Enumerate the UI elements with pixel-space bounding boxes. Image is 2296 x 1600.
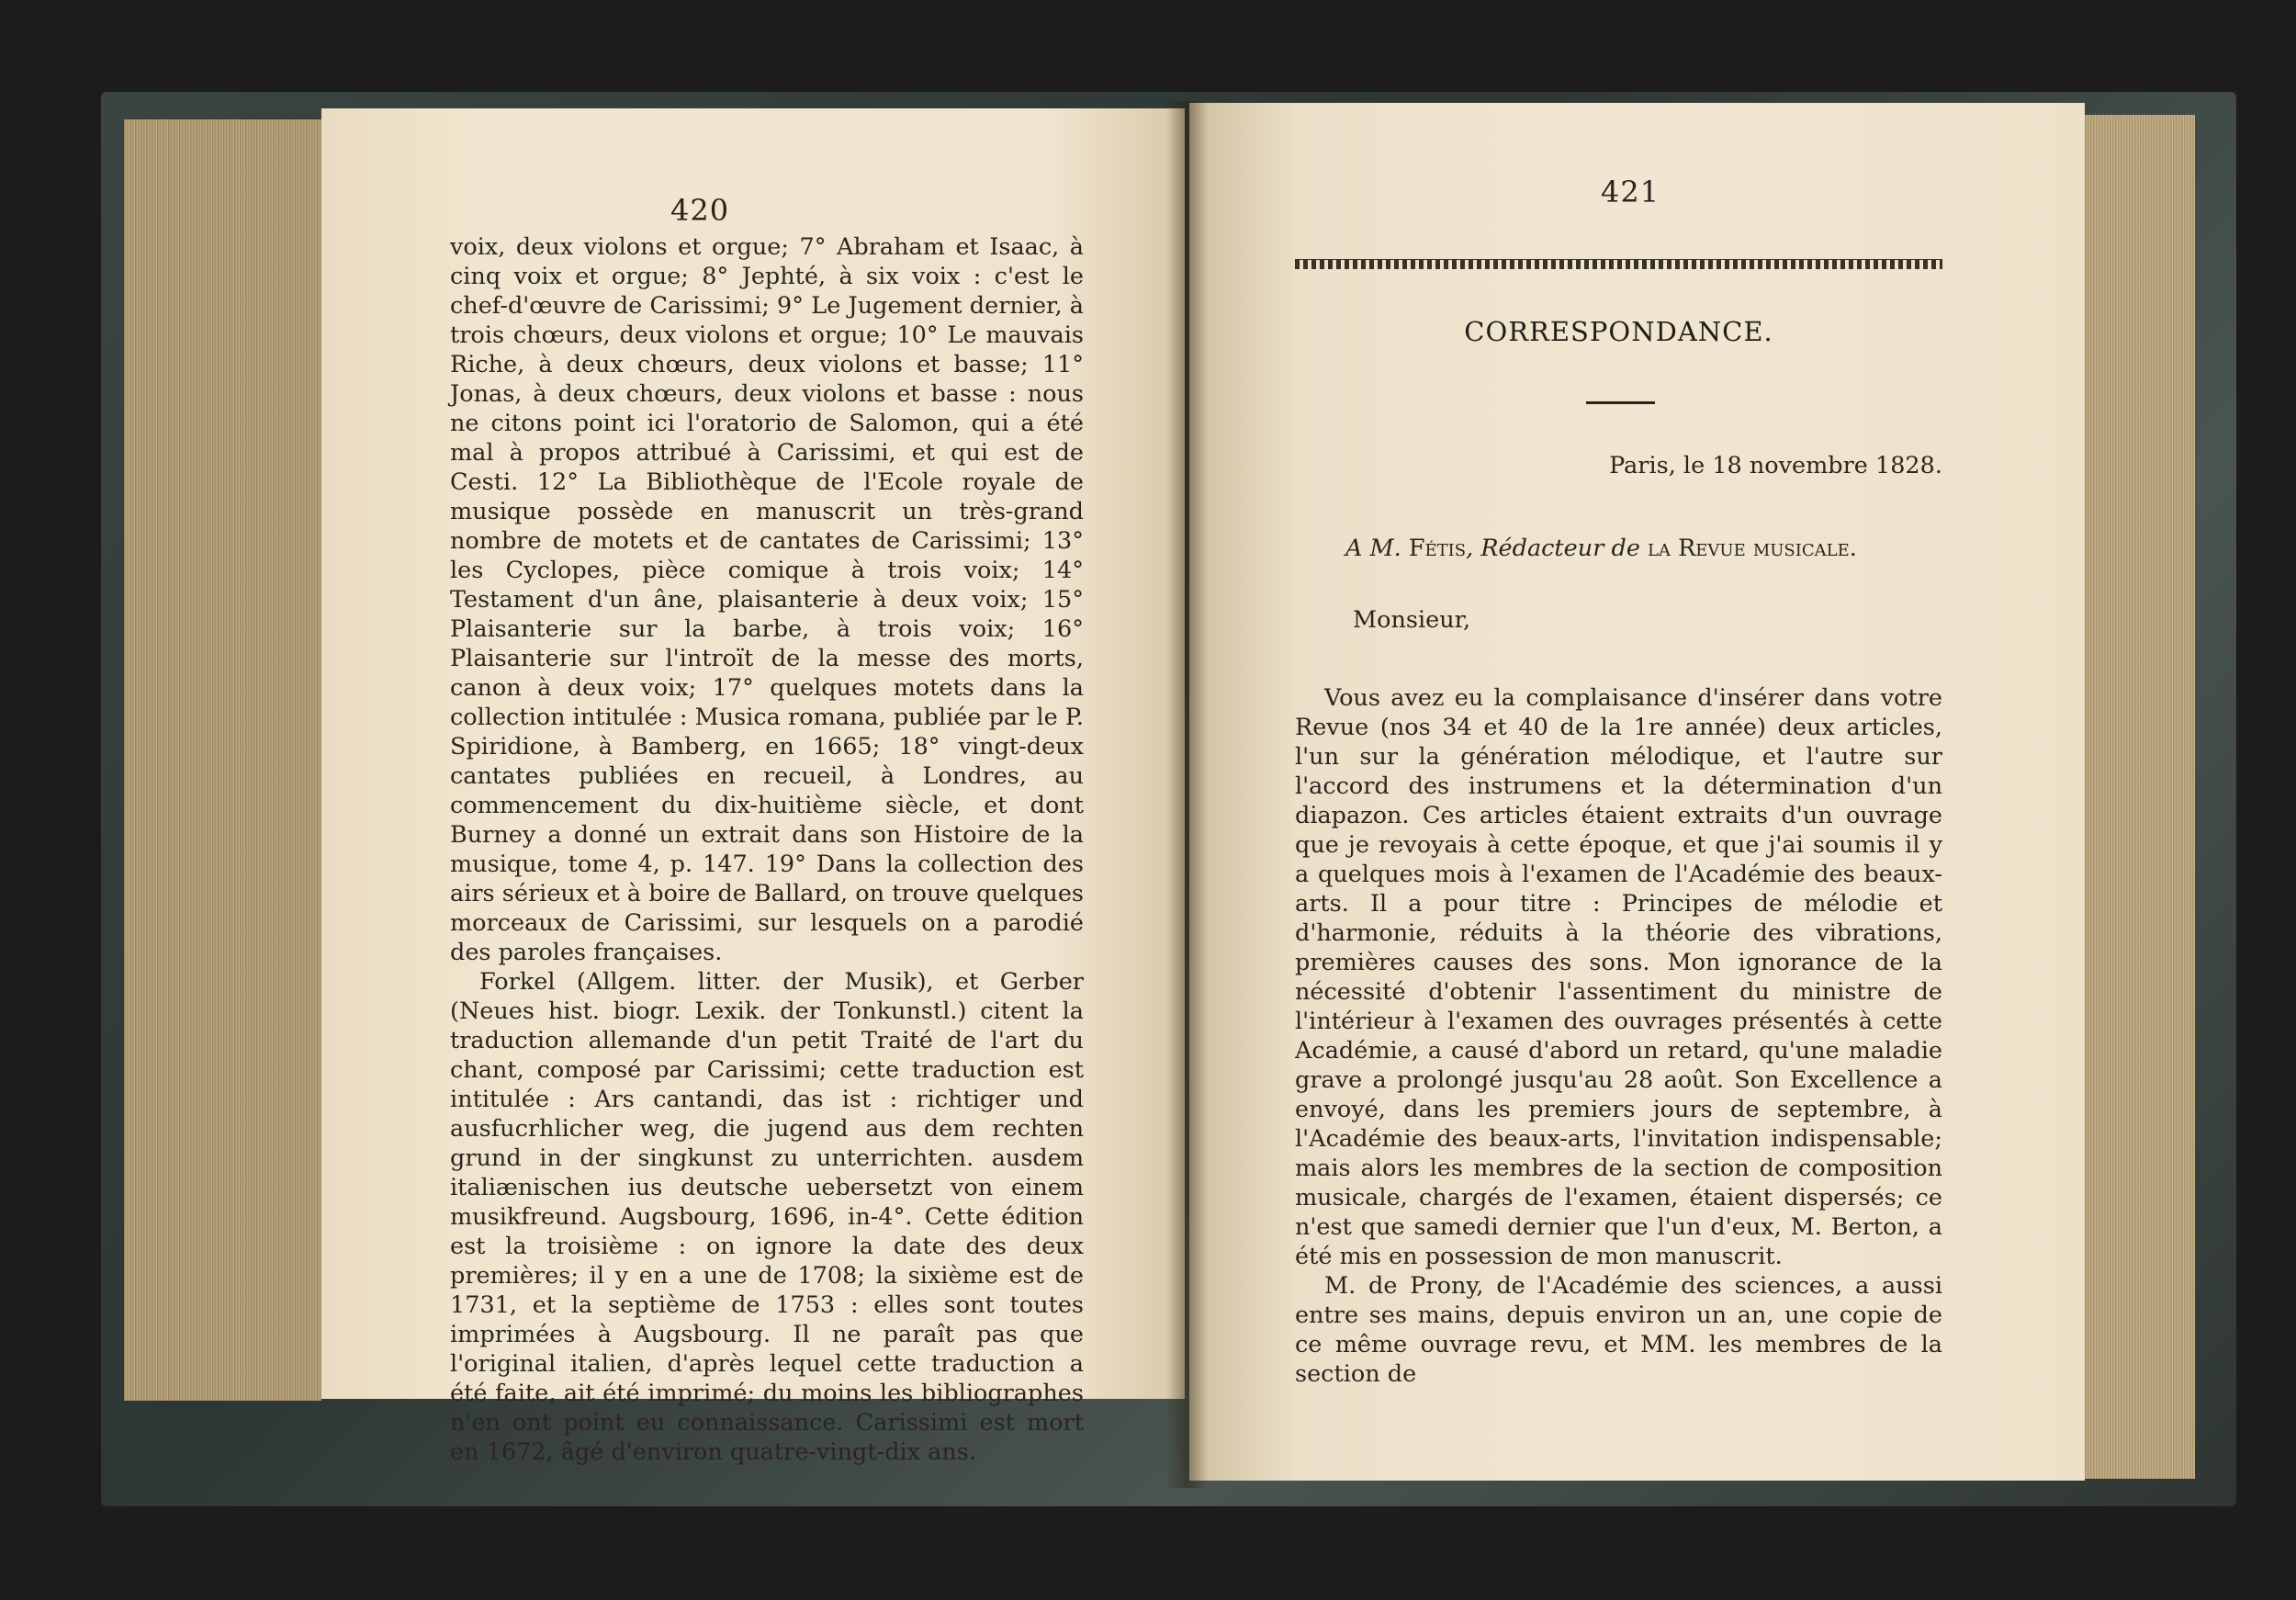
book-gutter — [1166, 101, 1208, 1488]
left-page — [321, 108, 1185, 1466]
right-page — [1189, 103, 2085, 1481]
address-name: Fétis — [1408, 535, 1467, 562]
section-heading: CORRESPONDANCE. — [1464, 316, 1773, 347]
address-journal: la Revue musicale. — [1648, 535, 1857, 562]
page-number-left: 420 — [670, 193, 730, 228]
letter-address — [1345, 535, 1942, 562]
left-page-text — [450, 232, 1084, 1467]
right-page-text — [1295, 683, 1942, 1389]
paragraph: Vous avez eu la complaisance d'insérer dans votre Revue (nos 34 et 40 de la 1re année) deux articles, l'un sur la génération mélodique, et l'autre sur l'accord des instrumens et la détermination d'un diapazon. Ces articles étaient extraits d'un ouvrage que je revoyais à cette époque, et que j'ai soumis il y a quelques mois à l'examen de l'Académie des beaux-arts. Il a pour titre : Principes de mélodie et d'harmonie, réduits à la théorie des vibrations, premières causes des sons. Mon ignorance de la nécessité d'obtenir l'assentiment du ministre de l'intérieur à l'examen des ouvrages présentés à cette Académie, a causé d'abord un retard, qu'une maladie grave a prolongé jusqu'au 28 août. Son Excellence a envoyé, dans les premiers jours de septembre, à l'Académie des beaux-arts, l'invitation indispensable; mais alors les membres de la section de composition musicale, chargés de l'examen, étaient dispersés; ce n'est que samedi dernier que l'un d'eux, M. Berton, a été mis en possession de mon manuscrit. — [1295, 684, 1942, 1270]
page-edges-right — [2085, 115, 2195, 1479]
paragraph: Forkel (Allgem. litter. der Musik), et Gerber (Neues hist. biogr. Lexik. der Tonkunstl.) citent la traduction allemande d'un petit Traité de l'art du chant, composé par Carissimi; cette traduction est intitulée : Ars cantandi, das ist : richtiger und ausfucrhlicher weg, die jugend aus dem rechten grund in der singkunst zu unterrichten. ausdem italiænischen ius deutsche uebersetzt von einem musikfreund. Augsbourg, 1696, in-4°. Cette édition est la troisième : on ignore la date des deux premières; il y en a une de 1708; la sixième est de 1731, et la septième de 1753 : elles sont toutes imprimées à Augsbourg. Il ne paraît pas que l'original italien, d'après lequel cette traduction a été faite, ait été imprimé; du moins les bibliographes n'en ont point eu connaissance. Carissimi est mort en 1672, âgé d'environ quatre-vingt-dix ans. — [450, 968, 1084, 1466]
paragraph: voix, deux violons et orgue; 7° Abraham et Isaac, à cinq voix et orgue; 8° Jephté, à six voix : c'est le chef-d'œuvre de Carissimi; 9° Le Jugement dernier, à trois chœurs, deux violons et orgue; 10° Le mauvais Riche, à deux chœurs, deux violons et basse; 11° Jonas, à deux chœurs, deux violons et basse : nous ne citons point ici l'oratorio de Salomon, qui a été mal à propos attribué à Carissimi, et qui est de Cesti. 12° La Bibliothèque de l'Ecole royale de musique possède en manuscrit un très-grand nombre de motets et de cantates de Carissimi; 13° les Cyclopes, pièce comique à trois voix; 14° Testament d'un âne, plaisanterie à deux voix; 15° Plaisanterie sur la barbe, à trois voix; 16° Plaisanterie sur l'introït de la messe des morts, canon à deux voix; 17° quelques motets dans la collection intitulée : Musica romana, publiée par le P. Spiridione, à Bamberg, en 1665; 18° vingt-deux cantates publiées en recueil, à Londres, au commencement du dix-huitième siècle, et dont Burney a donné un extrait dans son Histoire de la musique, tome 4, p. 147. 19° Dans la collection des airs sérieux et à boire de Ballard, on trouve quelques morceaux de Carissimi, sur lesquels on a parodié des paroles françaises. — [450, 233, 1084, 966]
salutation: Monsieur, — [1353, 606, 1471, 634]
page-edges-left — [124, 119, 321, 1401]
ornamental-divider — [1295, 259, 1942, 269]
address-middle: , Rédacteur de — [1466, 535, 1649, 562]
address-prefix: A M. — [1345, 535, 1409, 562]
heading-rule — [1586, 401, 1655, 404]
paragraph: M. de Prony, de l'Académie des sciences, a aussi entre ses mains, depuis environ un an, une copie de ce même ouvrage revu, et MM. les membres de la section de — [1295, 1272, 1942, 1388]
dateline: Paris, le 18 novembre 1828. — [1609, 452, 1942, 479]
page-number-right: 421 — [1601, 175, 1660, 209]
